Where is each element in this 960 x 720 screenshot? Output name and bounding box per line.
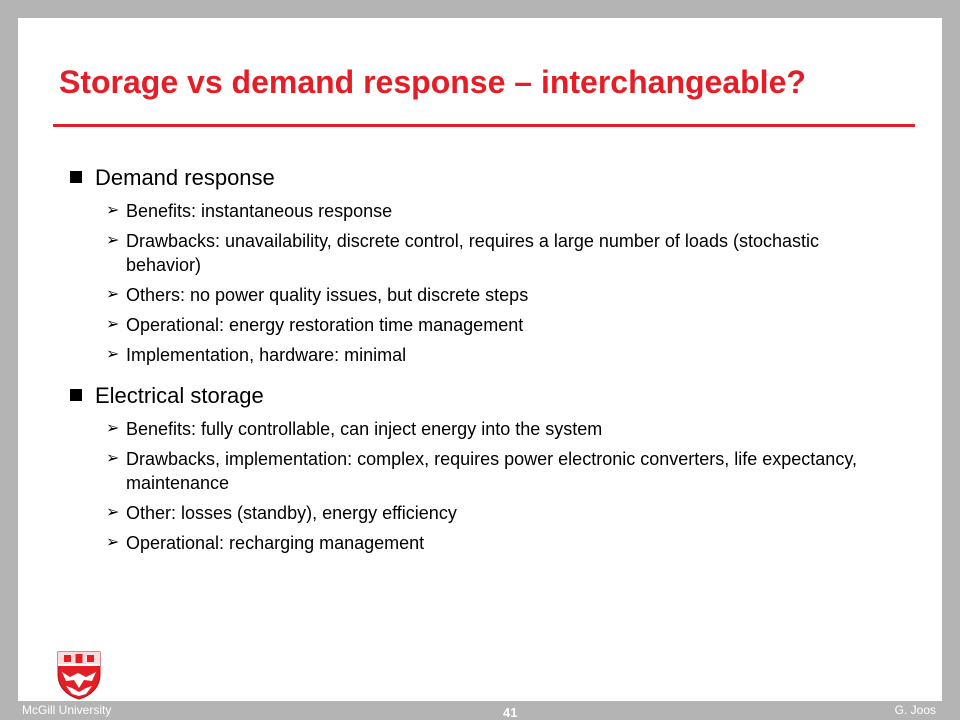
bullet-level2 — [106, 501, 890, 525]
bullet-text: Benefits: fully controllable, can inject energy into the system — [126, 419, 603, 439]
square-bullet-icon — [70, 389, 82, 401]
bullet-heading: Demand response — [95, 165, 275, 190]
bullet-level2 — [106, 229, 890, 277]
page-number: 41 — [503, 705, 518, 720]
bullet-text: Operational: energy restoration time management — [126, 315, 524, 335]
arrowhead-bullet-icon: ➢ — [106, 450, 120, 467]
bullet-text: Drawbacks, implementation: complex, requires power electronic converters, life expectancy, maintenance — [126, 449, 857, 493]
bullet-heading: Electrical storage — [95, 383, 264, 408]
arrowhead-bullet-icon: ➢ — [106, 504, 120, 521]
square-bullet-icon — [70, 171, 82, 183]
bullet-level2 — [106, 417, 890, 441]
bullet-level1 — [70, 381, 890, 411]
bullet-text: Drawbacks: unavailability, discrete control, requires a large number of loads (stochastic behavior) — [126, 231, 819, 275]
slide-content — [70, 163, 890, 565]
footer — [0, 701, 960, 720]
bullet-level2 — [106, 199, 890, 223]
bullet-text: Operational: recharging management — [126, 533, 425, 553]
arrowhead-bullet-icon: ➢ — [106, 286, 120, 303]
bullet-level2 — [106, 447, 890, 495]
bullet-text: Benefits: instantaneous response — [126, 201, 393, 221]
arrowhead-bullet-icon: ➢ — [106, 534, 120, 551]
bullet-text: Implementation, hardware: minimal — [126, 345, 407, 365]
arrowhead-bullet-icon: ➢ — [106, 316, 120, 333]
arrowhead-bullet-icon: ➢ — [106, 232, 120, 249]
arrowhead-bullet-icon: ➢ — [106, 346, 120, 363]
arrowhead-bullet-icon: ➢ — [106, 420, 120, 437]
title-underline — [53, 124, 915, 127]
mcgill-crest-icon — [56, 650, 102, 700]
bullet-level2 — [106, 313, 890, 337]
bullet-level2 — [106, 531, 890, 555]
bullet-level2 — [106, 343, 890, 367]
footer-institution: McGill University — [22, 703, 112, 717]
section-electrical-storage — [70, 381, 890, 555]
section-demand-response — [70, 163, 890, 367]
bullet-level1 — [70, 163, 890, 193]
slide — [18, 18, 942, 701]
bullet-text: Other: losses (standby), energy efficiency — [126, 503, 457, 523]
bullet-level2 — [106, 283, 890, 307]
arrowhead-bullet-icon: ➢ — [106, 202, 120, 219]
slide-title: Storage vs demand response – interchangeable? — [59, 64, 806, 100]
bullet-text: Others: no power quality issues, but discrete steps — [126, 285, 529, 305]
footer-author: G. Joos — [894, 703, 936, 717]
